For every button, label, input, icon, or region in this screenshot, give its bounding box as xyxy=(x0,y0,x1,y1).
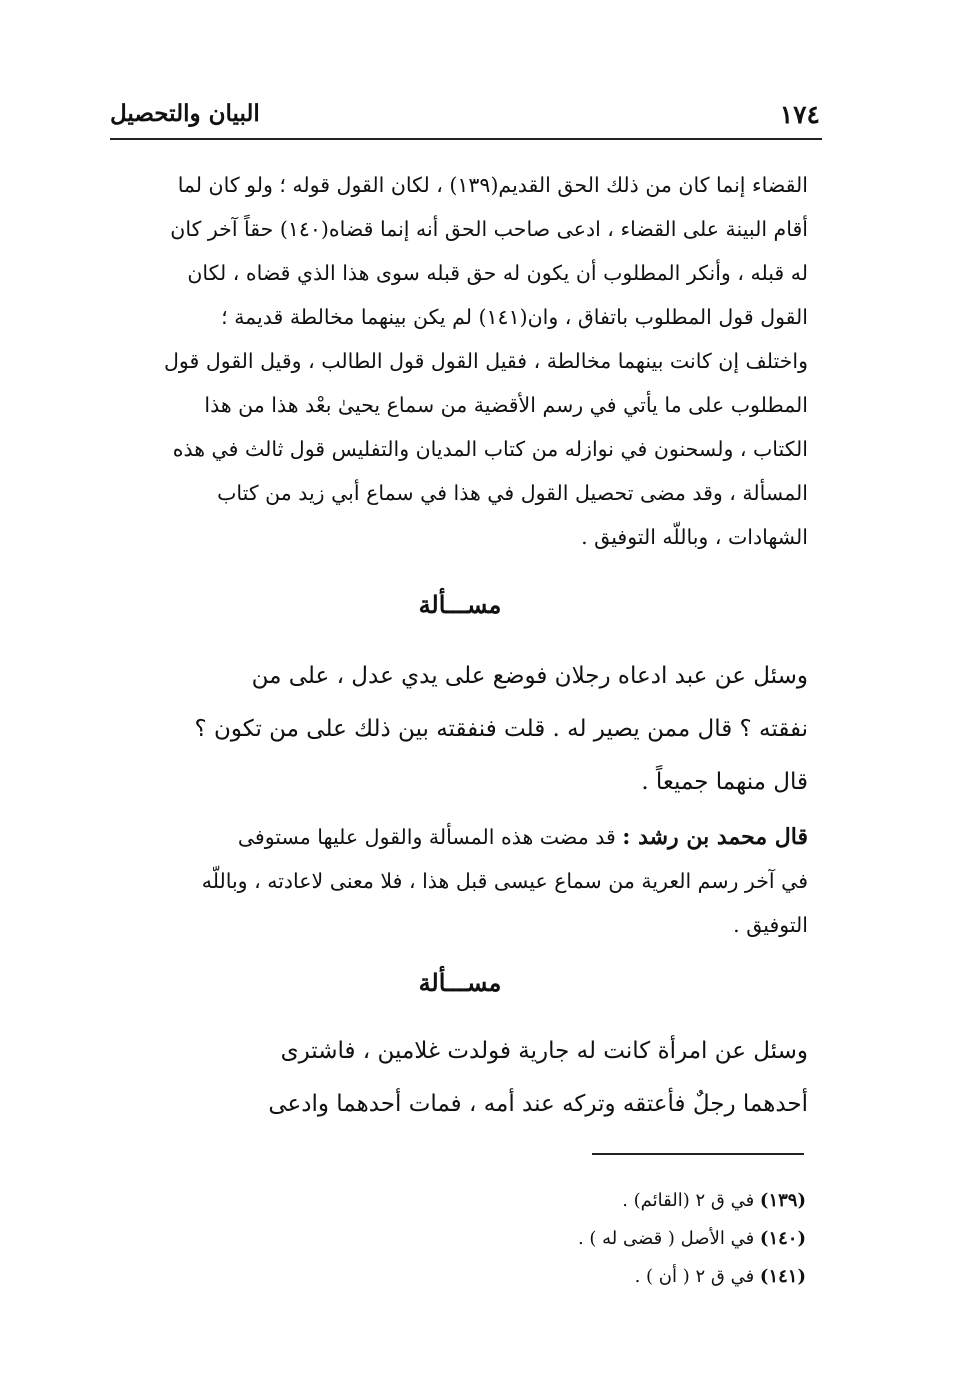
footnote-text: في ق ٢ ( أن ) . xyxy=(634,1266,755,1287)
running-title: البيان والتحصيل xyxy=(110,100,260,127)
text-line: الشهادات ، وباللّه التوفيق . xyxy=(581,525,808,549)
footnote-text: في الأصل ( قضى له ) . xyxy=(577,1228,755,1249)
text-line: قال منهما جميعاً . xyxy=(641,769,808,795)
commentator-name: قال محمد بن رشد : xyxy=(622,824,808,850)
text-line xyxy=(112,815,808,859)
text-line: التوفيق . xyxy=(733,913,808,937)
footnote-number: (١٤٠) xyxy=(759,1228,806,1249)
question-paragraph xyxy=(112,1025,808,1131)
footnote xyxy=(380,1182,806,1220)
footnote-number: (١٤١) xyxy=(759,1266,806,1287)
page-header xyxy=(110,92,820,132)
header-divider xyxy=(110,138,822,140)
text-line: المسألة ، وقد مضى تحصيل القول في هذا في سماع أبي زيد من كتاب xyxy=(217,481,808,505)
section-heading: مســـألة xyxy=(418,590,502,619)
text-line: القضاء إنما كان من ذلك الحق القديم(١٣٩) ، لكان القول قوله ؛ ولو كان لما xyxy=(177,173,808,197)
text-line: وسئل عن عبد ادعاه رجلان فوضع على يدي عدل ، على من xyxy=(251,663,808,689)
text-line: واختلف إن كانت بينهما مخالطة ، فقيل القول قول الطالب ، وقيل القول قول xyxy=(164,349,808,373)
footnote-text: في ق ٢ (القائم) . xyxy=(622,1190,755,1211)
text-line: أقام البينة على القضاء ، ادعى صاحب الحق أنه إنما قضاه(١٤٠) حقاً آخر كان xyxy=(170,217,808,241)
commentary-paragraph xyxy=(112,815,808,947)
footnote-divider xyxy=(592,1153,804,1155)
footnotes xyxy=(380,1182,806,1296)
paragraph-continuation xyxy=(112,163,808,559)
text-line: الكتاب ، ولسحنون في نوازله من كتاب المديان والتفليس قول ثالث في هذه xyxy=(172,437,808,461)
section-heading: مســـألة xyxy=(418,968,502,997)
text-line: له قبله ، وأنكر المطلوب أن يكون له حق قبله سوى هذا الذي قضاه ، لكان xyxy=(187,261,808,285)
footnote-number: (١٣٩) xyxy=(759,1190,806,1211)
question-paragraph xyxy=(112,650,808,809)
text-line: المطلوب على ما يأتي في رسم الأقضية من سماع يحيىٰ بعْد هذا من هذا xyxy=(204,393,808,417)
page-number: ١٧٤ xyxy=(779,100,820,129)
text-line: أحدهما رجلٌ فأعتقه وتركه عند أمه ، فمات أحدهما وادعى xyxy=(268,1091,808,1117)
text-line: نفقته ؟ قال ممن يصير له . قلت فنفقته بين ذلك على من تكون ؟ xyxy=(194,716,808,742)
footnote xyxy=(380,1220,806,1258)
text-line: في آخر رسم العرية من سماع عيسى قبل هذا ، فلا معنى لاعادته ، وباللّه xyxy=(201,869,808,893)
text-line: القول قول المطلوب باتفاق ، وان(١٤١) لم يكن بينهما مخالطة قديمة ؛ xyxy=(221,305,808,329)
footnote xyxy=(380,1258,806,1296)
commentary-text: قد مضت هذه المسألة والقول عليها مستوفى xyxy=(237,825,616,849)
text-line: وسئل عن امرأة كانت له جارية فولدت غلامين ، فاشترى xyxy=(280,1038,808,1064)
